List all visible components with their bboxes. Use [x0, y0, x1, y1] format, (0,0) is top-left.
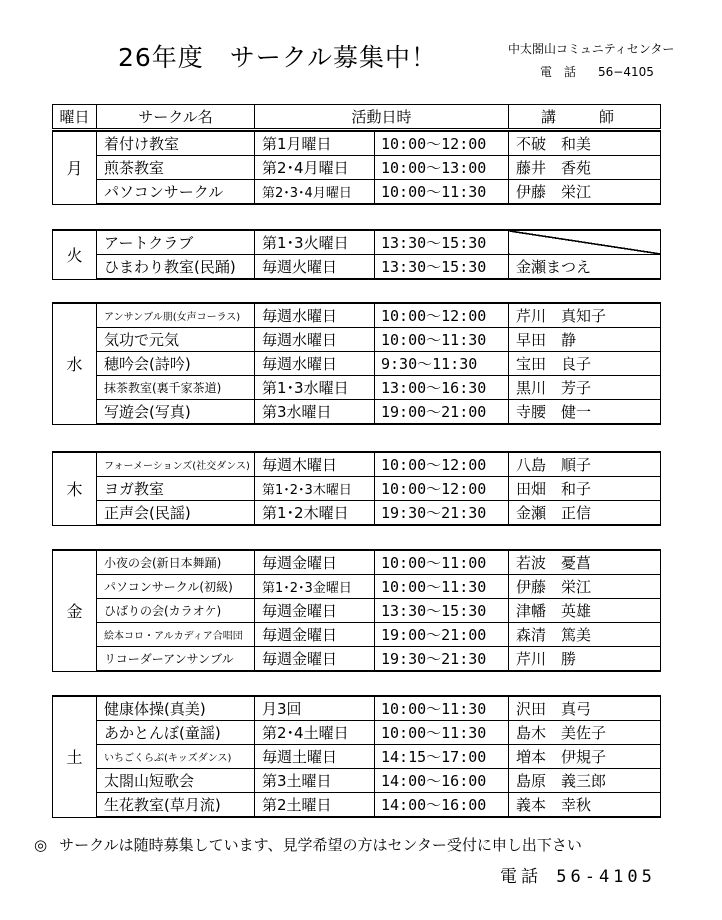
circle-name: ヨガ教室 — [97, 477, 255, 501]
circle-name: フォーメーションズ(社交ダンス) — [97, 452, 255, 477]
circle-name: 小夜の会(新日本舞踊) — [97, 550, 255, 575]
schedule-header — [52, 104, 661, 129]
activity-day: 第1･2･3金曜日 — [255, 575, 375, 599]
center-name: 中太閤山コミュニティセンター — [508, 42, 675, 56]
instructor-name: 宝田 良子 — [509, 352, 661, 376]
circle-name: あかとんぼ(童謡) — [97, 721, 255, 745]
day-cell: 火 — [53, 230, 97, 279]
table-row — [53, 647, 661, 672]
activity-day: 毎週水曜日 — [255, 352, 375, 376]
instructor-name: 芹川 真知子 — [509, 303, 661, 328]
section-table — [52, 695, 661, 818]
instructor-name: 増本 伊規子 — [509, 745, 661, 769]
table-row — [53, 352, 661, 376]
activity-time: 10:00～13:00 — [375, 156, 509, 180]
day-cell: 月 — [53, 131, 97, 204]
table-row — [53, 769, 661, 793]
table-row — [53, 745, 661, 769]
activity-time: 10:00～11:30 — [375, 575, 509, 599]
circle-name: 健康体操(真美) — [97, 696, 255, 721]
circle-name: 気功で元気 — [97, 328, 255, 352]
activity-time: 10:00～11:30 — [375, 328, 509, 352]
table-row — [53, 156, 661, 180]
activity-time: 10:00～11:30 — [375, 721, 509, 745]
center-phone — [540, 63, 654, 80]
activity-day: 毎週土曜日 — [255, 745, 375, 769]
activity-day: 第2･3･4月曜日 — [255, 180, 375, 205]
activity-day: 第2土曜日 — [255, 793, 375, 818]
instructor-name: 八島 順子 — [509, 452, 661, 477]
day-cell: 金 — [53, 550, 97, 671]
table-row — [53, 575, 661, 599]
activity-time: 10:00～12:00 — [375, 452, 509, 477]
activity-time: 19:00～21:00 — [375, 400, 509, 425]
section-table — [52, 130, 661, 205]
circle-name: ひばりの会(カラオケ) — [97, 599, 255, 623]
activity-time: 13:30～15:30 — [375, 230, 509, 255]
instructor-name: 伊藤 栄江 — [509, 575, 661, 599]
table-row — [53, 452, 661, 477]
activity-day: 毎週火曜日 — [255, 255, 375, 280]
instructor-name: 義本 幸秋 — [509, 793, 661, 818]
circle-name: パソコンサークル(初級) — [97, 575, 255, 599]
activity-time: 10:00～11:30 — [375, 180, 509, 205]
activity-time: 14:00～16:00 — [375, 769, 509, 793]
circle-name: ひまわり教室(民踊) — [97, 255, 255, 280]
activity-day: 毎週金曜日 — [255, 550, 375, 575]
instructor-name: 芹川 勝 — [509, 647, 661, 672]
table-row — [53, 230, 661, 255]
header-schedule: 活動日時 — [255, 105, 509, 129]
activity-time: 19:30～21:30 — [375, 501, 509, 526]
header-day: 曜日 — [53, 105, 97, 129]
section-table — [52, 229, 661, 280]
circle-name: パソコンサークル — [97, 180, 255, 205]
activity-time: 10:00～12:00 — [375, 303, 509, 328]
instructor-name: 黒川 芳子 — [509, 376, 661, 400]
activity-time: 13:30～15:30 — [375, 599, 509, 623]
activity-day: 毎週金曜日 — [255, 599, 375, 623]
activity-time: 10:00～11:00 — [375, 550, 509, 575]
footer-note-text: サークルは随時募集しています、見学希望の方はセンター受付に申し出下さい — [59, 836, 582, 854]
table-row — [53, 255, 661, 280]
activity-time: 10:00～12:00 — [375, 477, 509, 501]
activity-day: 第1･3水曜日 — [255, 376, 375, 400]
activity-day: 第1月曜日 — [255, 131, 375, 156]
activity-day: 月3回 — [255, 696, 375, 721]
instructor-name: 不破 和美 — [509, 131, 661, 156]
instructor-name: 田畑 和子 — [509, 477, 661, 501]
activity-time: 10:00～11:30 — [375, 696, 509, 721]
circle-name: 絵本コロ・アルカディア合唱団 — [97, 623, 255, 647]
activity-day: 毎週金曜日 — [255, 647, 375, 672]
activity-time: 13:00～16:30 — [375, 376, 509, 400]
table-row — [53, 400, 661, 425]
activity-time: 19:00～21:00 — [375, 623, 509, 647]
circle-name: アンサンブル朋(女声コーラス) — [97, 303, 255, 328]
activity-day: 第2･4土曜日 — [255, 721, 375, 745]
instructor-name: 金瀬まつえ — [509, 255, 661, 280]
activity-day: 第1･3火曜日 — [255, 230, 375, 255]
footer-note — [34, 834, 582, 855]
instructor-name: 若波 憂菖 — [509, 550, 661, 575]
circle-name: リコーダーアンサンブル — [97, 647, 255, 672]
table-row — [53, 721, 661, 745]
activity-day: 第3土曜日 — [255, 769, 375, 793]
instructor-name: 沢田 真弓 — [509, 696, 661, 721]
header-instructor: 講 師 — [509, 105, 661, 129]
instructor-name: 島木 美佐子 — [509, 721, 661, 745]
table-row — [53, 180, 661, 205]
circle-name: 穂吟会(詩吟) — [97, 352, 255, 376]
instructor-name: 寺腰 健一 — [509, 400, 661, 425]
activity-time: 9:30～11:30 — [375, 352, 509, 376]
instructor-name: 伊藤 栄江 — [509, 180, 661, 205]
activity-time: 14:15～17:00 — [375, 745, 509, 769]
table-row — [53, 501, 661, 526]
day-cell: 木 — [53, 452, 97, 525]
circle-name: 生花教室(草月流) — [97, 793, 255, 818]
circle-name: 正声会(民謡) — [97, 501, 255, 526]
instructor-name — [509, 230, 661, 255]
circle-name: 太閤山短歌会 — [97, 769, 255, 793]
center-phone-label: 電 話 — [540, 65, 577, 79]
activity-day: 第2･4月曜日 — [255, 156, 375, 180]
circle-name: 着付け教室 — [97, 131, 255, 156]
instructor-name: 早田 静 — [509, 328, 661, 352]
activity-day: 毎週木曜日 — [255, 452, 375, 477]
instructor-name: 藤井 香苑 — [509, 156, 661, 180]
section-table — [52, 302, 661, 425]
circle-name: 煎茶教室 — [97, 156, 255, 180]
activity-time: 13:30～15:30 — [375, 255, 509, 280]
table-row — [53, 303, 661, 328]
table-row — [53, 550, 661, 575]
section-table — [52, 451, 661, 526]
activity-day: 毎週水曜日 — [255, 303, 375, 328]
activity-day: 第3水曜日 — [255, 400, 375, 425]
header-circle: サークル名 — [97, 105, 255, 129]
center-phone-number: 56−4105 — [598, 65, 654, 79]
activity-day: 毎週水曜日 — [255, 328, 375, 352]
activity-time: 10:00～12:00 — [375, 131, 509, 156]
instructor-name: 森清 篤美 — [509, 623, 661, 647]
circle-name: アートクラブ — [97, 230, 255, 255]
table-row — [53, 131, 661, 156]
table-row — [53, 599, 661, 623]
table-row — [53, 376, 661, 400]
table-row — [53, 696, 661, 721]
table-row — [53, 477, 661, 501]
activity-day: 第1･2･3木曜日 — [255, 477, 375, 501]
activity-day: 第1･2木曜日 — [255, 501, 375, 526]
circle-name: 抹茶教室(裏千家茶道) — [97, 376, 255, 400]
activity-day: 毎週金曜日 — [255, 623, 375, 647]
activity-time: 19:30～21:30 — [375, 647, 509, 672]
footer-phone: 電話 56-4105 — [500, 867, 656, 887]
page-title: 26年度 サークル募集中！ — [118, 43, 438, 72]
circle-name: 写遊会(写真) — [97, 400, 255, 425]
activity-time: 14:00～16:00 — [375, 793, 509, 818]
section-table — [52, 549, 661, 672]
table-row — [53, 623, 661, 647]
circle-name: いちごくらぶ(キッズダンス) — [97, 745, 255, 769]
table-row — [53, 328, 661, 352]
instructor-name: 島原 義三郎 — [509, 769, 661, 793]
table-row — [53, 793, 661, 818]
instructor-name: 津幡 英雄 — [509, 599, 661, 623]
footer-mark: ◎ — [34, 836, 48, 854]
instructor-name: 金瀬 正信 — [509, 501, 661, 526]
day-cell: 水 — [53, 303, 97, 424]
day-cell: 土 — [53, 696, 97, 817]
